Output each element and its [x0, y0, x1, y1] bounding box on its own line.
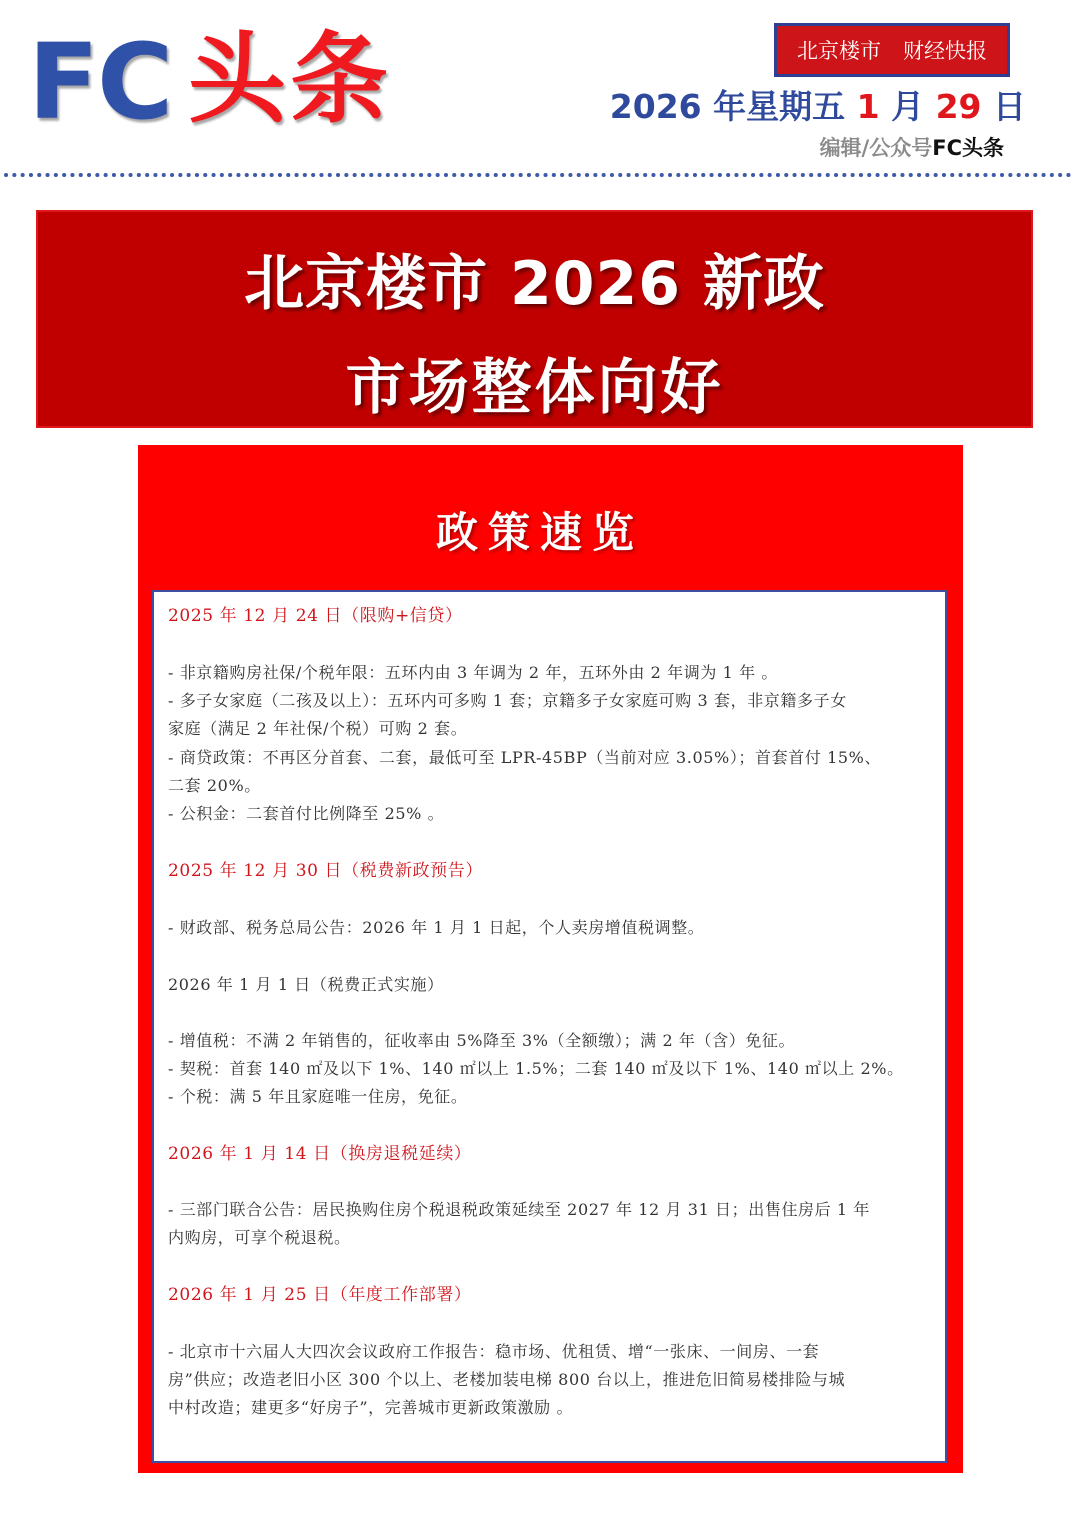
policy-line: - 商贷政策：不再区分首套、二套，最低可至 LPR-45BP（当前对应 3.05%）；首套首付 15%、 — [168, 747, 882, 767]
logo-fc-text: FC — [28, 21, 172, 143]
date-month: 1 — [856, 87, 880, 126]
policy-line: - 北京市十六届人大四次会议政府工作报告：稳市场、优租赁、增“一张床、一间房、一套 — [168, 1342, 820, 1361]
policy-line: - 财政部、税务总局公告：2026 年 1 月 1 日起，个人卖房增值税调整。 — [168, 918, 705, 937]
section-heading: 2025 年 12 月 24 日（限购+信贷） — [168, 606, 463, 626]
policy-line: - 公积金：二套首付比例降至 25% 。 — [168, 804, 445, 824]
policy-text-block — [168, 1338, 936, 1423]
policy-line: - 非京籍购房社保/个税年限：五环内由 3 年调为 2 年，五环外由 2 年调为 1 年 。 — [168, 663, 778, 682]
policy-text-block — [168, 1027, 936, 1112]
editor-credit — [820, 132, 1004, 162]
logo-toutiao-text: 头条 — [188, 22, 393, 137]
section-subheading: 2026 年 1 月 1 日（税费正式实施） — [168, 975, 444, 994]
policy-line: 内购房，可享个税退税。 — [168, 1228, 351, 1248]
policy-line: - 个税：满 5 年且家庭唯一住房，免征。 — [168, 1087, 468, 1107]
section-heading: 2025 年 12 月 30 日（税费新政预告） — [168, 861, 483, 881]
date-weekday: 年星期五 — [701, 87, 857, 126]
date-year: 2026 — [609, 87, 702, 126]
policy-line: 中村改造；建更多“好房子”，完善城市更新政策激励 。 — [168, 1398, 574, 1418]
category-tag — [774, 23, 1010, 77]
tag-finance-news: 财经快报 — [903, 39, 987, 63]
editor-name: FC头条 — [932, 136, 1004, 160]
policy-text-block — [168, 1196, 936, 1252]
policy-line: - 契税：首套 140 ㎡及以下 1%、140 ㎡以上 1.5%；二套 140 ㎡及以下 1%、140 ㎡以上 2%。 — [168, 1059, 904, 1079]
date-month-unit: 月 — [879, 87, 936, 126]
policy-line: - 三部门联合公告：居民换购住房个税退税政策延续至 2027 年 12 月 31 日；出售住房后 1 年 — [168, 1200, 870, 1219]
issue-date — [610, 84, 1026, 130]
headline-line-2: 市场整体向好 — [345, 353, 724, 423]
policy-line: - 增值税：不满 2 年销售的，征收率由 5%降至 3%（全额缴）；满 2 年（含）免征。 — [168, 1031, 796, 1050]
policy-title: 政策速览 — [435, 508, 644, 557]
headline-line-1: 北京楼市 2026 新政 — [244, 249, 825, 319]
section-heading: 2026 年 1 月 14 日（换房退税延续） — [168, 1144, 472, 1164]
tag-beijing-property: 北京楼市 — [797, 39, 881, 63]
headline-banner — [36, 210, 1033, 428]
section-heading: 2026 年 1 月 25 日（年度工作部署） — [168, 1285, 472, 1305]
policy-text-block — [168, 659, 936, 828]
dotted-divider — [0, 170, 1080, 180]
policy-line: 二套 20%。 — [168, 775, 261, 795]
policy-line: - 多子女家庭（二孩及以上）：五环内可多购 1 套；京籍多子女家庭可购 3 套，非京籍多子女 — [168, 691, 847, 711]
policy-line: 房”供应；改造老旧小区 300 个以上、老楼加装电梯 800 台以上，推进危旧简易楼排险与城 — [168, 1370, 846, 1390]
policy-line: 家庭（满足 2 年社保/个税）可购 2 套。 — [168, 719, 468, 739]
date-day: 29 — [935, 87, 982, 126]
date-day-unit: 日 — [981, 87, 1026, 126]
editor-prefix: 编辑/公众号 — [819, 136, 933, 160]
policy-text-block — [168, 914, 936, 942]
